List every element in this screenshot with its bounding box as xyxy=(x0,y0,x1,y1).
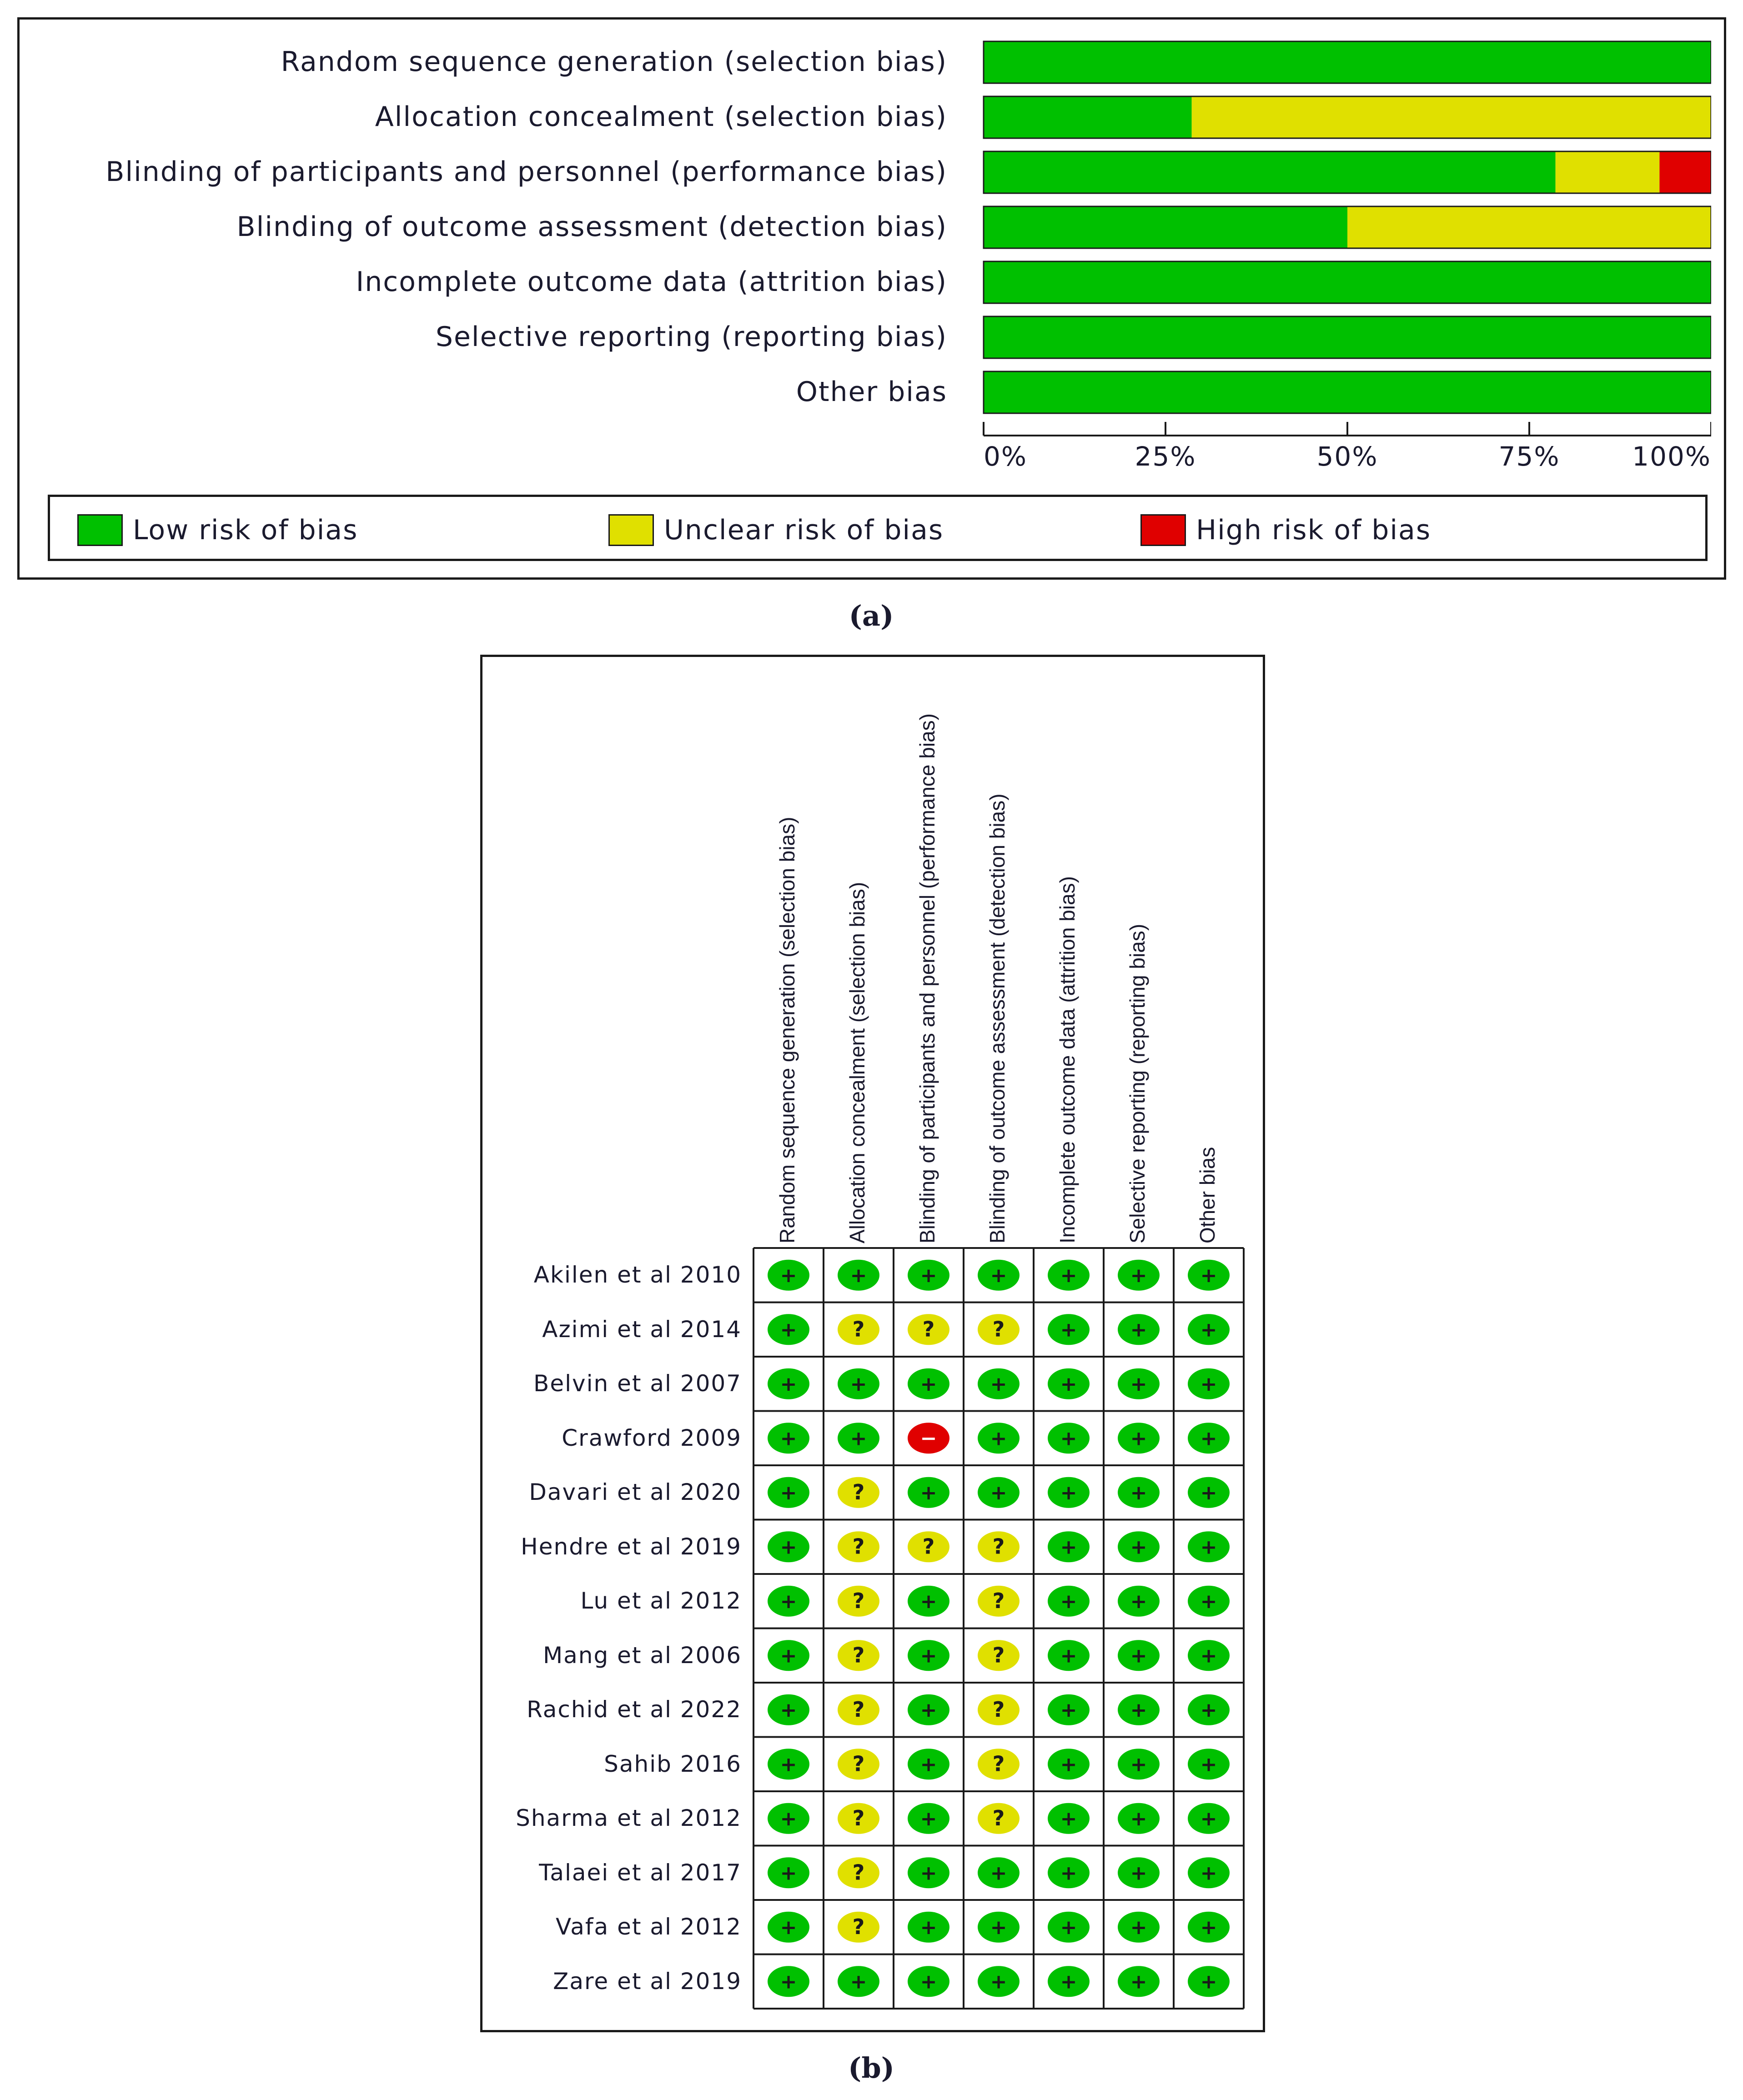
category-label-5: Incomplete outcome data (attrition bias) xyxy=(356,266,947,298)
category-label-7: Other bias xyxy=(796,376,947,408)
stacked-bar-plot xyxy=(965,20,1711,492)
study-label-8: Mang et al 2006 xyxy=(542,1642,742,1669)
caption-b xyxy=(803,2051,939,2085)
x-tick-label-5: 100% xyxy=(1632,441,1711,472)
bar-segment-low-risk-of-bias-7 xyxy=(984,371,1711,413)
rating-symbol-r6-c1: + xyxy=(780,1535,797,1559)
bar-segment-low-risk-of-bias-1 xyxy=(984,41,1711,83)
rating-symbol-r5-c5: + xyxy=(1060,1481,1077,1504)
study-label-7: Lu et al 2012 xyxy=(580,1588,742,1614)
rating-symbol-r7-c6: + xyxy=(1130,1589,1147,1613)
rating-symbol-r3-c4: + xyxy=(990,1372,1007,1396)
rating-symbol-r9-c5: + xyxy=(1060,1698,1077,1722)
rating-symbol-r7-c3: + xyxy=(920,1589,937,1613)
rating-symbol-r12-c1: + xyxy=(780,1861,797,1885)
bar-segment-unclear-risk-of-bias-2 xyxy=(1192,96,1711,138)
rating-symbol-r5-c1: + xyxy=(780,1481,797,1504)
rating-symbol-r3-c2: + xyxy=(850,1372,867,1396)
rating-symbol-r14-c5: + xyxy=(1060,1970,1077,1994)
bar-segment-high-risk-of-bias-3 xyxy=(1659,151,1711,193)
rating-symbol-r10-c3: + xyxy=(920,1753,937,1776)
rating-symbol-r3-c7: + xyxy=(1200,1372,1217,1396)
rating-symbol-r14-c1: + xyxy=(780,1970,797,1994)
rating-symbol-r2-c4: ? xyxy=(992,1317,1005,1342)
rating-symbol-r14-c7: + xyxy=(1200,1970,1217,1994)
domain-headers xyxy=(482,657,1267,1248)
rating-symbol-r12-c6: + xyxy=(1130,1861,1147,1885)
study-label-4: Crawford 2009 xyxy=(562,1424,742,1451)
bar-segment-low-risk-of-bias-6 xyxy=(984,316,1711,358)
study-label-6: Hendre et al 2019 xyxy=(521,1533,742,1560)
rating-symbol-r12-c3: + xyxy=(920,1861,937,1885)
rating-symbol-r2-c6: + xyxy=(1130,1318,1147,1342)
category-label-4: Blinding of outcome assessment (detection bias) xyxy=(236,211,947,243)
rating-symbol-r11-c7: + xyxy=(1200,1807,1217,1830)
legend-swatch-high xyxy=(1140,514,1186,546)
rating-symbol-r12-c4: + xyxy=(990,1861,1007,1885)
domain-header-3: Blinding of participants and personnel (performance bias) xyxy=(915,713,939,1243)
rating-symbol-r6-c4: ? xyxy=(992,1534,1005,1559)
rating-symbol-r1-c5: + xyxy=(1060,1263,1077,1287)
study-label-9: Rachid et al 2022 xyxy=(527,1696,742,1723)
rating-symbol-r6-c5: + xyxy=(1060,1535,1077,1559)
rating-symbol-r14-c4: + xyxy=(990,1970,1007,1994)
rating-symbol-r1-c1: + xyxy=(780,1263,797,1287)
rating-symbol-r13-c6: + xyxy=(1130,1915,1147,1939)
domain-header-2: Allocation concealment (selection bias) xyxy=(845,882,869,1243)
rating-symbol-r10-c4: ? xyxy=(992,1751,1005,1776)
category-label-3: Blinding of participants and personnel (performance bias) xyxy=(105,156,947,188)
category-label-2: Allocation concealment (selection bias) xyxy=(375,101,947,133)
rating-symbol-r8-c5: + xyxy=(1060,1644,1077,1668)
rating-symbol-r10-c7: + xyxy=(1200,1753,1217,1776)
study-label-13: Vafa et al 2012 xyxy=(555,1914,742,1940)
rating-symbol-r7-c7: + xyxy=(1200,1589,1217,1613)
caption-b-text: (b) xyxy=(848,2051,895,2085)
legend-item-unclear xyxy=(608,514,944,546)
rating-symbol-r4-c4: + xyxy=(990,1427,1007,1450)
bar-segment-unclear-risk-of-bias-4 xyxy=(1347,206,1711,248)
rating-symbol-r12-c7: + xyxy=(1200,1861,1217,1885)
rating-symbol-r6-c3: ? xyxy=(922,1534,935,1559)
risk-of-bias-graph-panel xyxy=(17,17,1726,580)
rating-symbol-r7-c5: + xyxy=(1060,1589,1077,1613)
rating-symbol-r12-c2: ? xyxy=(852,1860,865,1885)
legend-swatch-unclear xyxy=(608,514,654,546)
rating-symbol-r13-c4: + xyxy=(990,1915,1007,1939)
rating-symbol-r8-c4: ? xyxy=(992,1643,1005,1668)
rating-symbol-r5-c6: + xyxy=(1130,1481,1147,1504)
study-label-2: Azimi et al 2014 xyxy=(542,1316,742,1343)
rating-symbol-r7-c4: ? xyxy=(992,1588,1005,1613)
rating-symbol-r1-c4: + xyxy=(990,1263,1007,1287)
rating-symbol-r4-c3: − xyxy=(920,1427,937,1450)
study-label-14: Zare et al 2019 xyxy=(553,1968,742,1995)
rating-symbol-r2-c5: + xyxy=(1060,1318,1077,1342)
rating-symbol-r14-c2: + xyxy=(850,1970,867,1994)
bar-segment-low-risk-of-bias-5 xyxy=(984,261,1711,303)
rating-symbol-r8-c2: ? xyxy=(852,1643,865,1668)
rating-symbol-r11-c1: + xyxy=(780,1807,797,1830)
legend-swatch-low xyxy=(77,514,123,546)
study-label-11: Sharma et al 2012 xyxy=(516,1805,742,1831)
rating-symbol-r14-c3: + xyxy=(920,1970,937,1994)
caption-a-text: (a) xyxy=(849,599,894,632)
category-label-6: Selective reporting (reporting bias) xyxy=(435,321,947,353)
rating-symbol-r9-c2: ? xyxy=(852,1697,865,1722)
rating-symbol-r14-c6: + xyxy=(1130,1970,1147,1994)
rating-symbol-r11-c6: + xyxy=(1130,1807,1147,1830)
rating-symbol-r4-c1: + xyxy=(780,1427,797,1450)
rating-grid xyxy=(753,1247,1248,2018)
study-label-12: Talaei et al 2017 xyxy=(539,1859,742,1886)
legend-item-low xyxy=(77,514,358,546)
rating-symbol-r9-c3: + xyxy=(920,1698,937,1722)
rating-symbol-r10-c5: + xyxy=(1060,1753,1077,1776)
rating-symbol-r10-c6: + xyxy=(1130,1753,1147,1776)
rating-symbol-r1-c2: + xyxy=(850,1263,867,1287)
x-tick-label-2: 25% xyxy=(1135,441,1196,472)
rating-symbol-r11-c4: ? xyxy=(992,1805,1005,1830)
rating-symbol-r13-c7: + xyxy=(1200,1915,1217,1939)
rating-symbol-r13-c2: ? xyxy=(852,1914,865,1939)
rating-symbol-r1-c6: + xyxy=(1130,1263,1147,1287)
rating-symbol-r3-c3: + xyxy=(920,1372,937,1396)
rating-symbol-r13-c1: + xyxy=(780,1915,797,1939)
risk-of-bias-summary-panel xyxy=(480,655,1265,2032)
rating-symbol-r6-c2: ? xyxy=(852,1534,865,1559)
caption-a xyxy=(803,599,939,632)
rating-symbol-r11-c2: ? xyxy=(852,1805,865,1830)
rating-symbol-r6-c7: + xyxy=(1200,1535,1217,1559)
rating-symbol-r13-c5: + xyxy=(1060,1915,1077,1939)
legend-item-high xyxy=(1140,514,1431,546)
rating-symbol-r4-c5: + xyxy=(1060,1427,1077,1450)
rating-symbol-r13-c3: + xyxy=(920,1915,937,1939)
x-tick-label-1: 0% xyxy=(984,441,1028,472)
x-tick-label-3: 50% xyxy=(1316,441,1378,472)
rating-symbol-r11-c5: + xyxy=(1060,1807,1077,1830)
rating-symbol-r8-c6: + xyxy=(1130,1644,1147,1668)
rating-symbol-r8-c3: + xyxy=(920,1644,937,1668)
rating-symbol-r9-c7: + xyxy=(1200,1698,1217,1722)
rating-symbol-r8-c7: + xyxy=(1200,1644,1217,1668)
rating-symbol-r2-c7: + xyxy=(1200,1318,1217,1342)
study-label-3: Belvin et al 2007 xyxy=(533,1370,742,1397)
domain-header-4: Blinding of outcome assessment (detection bias) xyxy=(985,793,1009,1243)
rating-symbol-r5-c7: + xyxy=(1200,1481,1217,1504)
category-labels xyxy=(20,20,947,474)
legend-label-unclear: Unclear risk of bias xyxy=(664,514,944,546)
bar-segment-low-risk-of-bias-4 xyxy=(984,206,1347,248)
rating-symbol-r2-c1: + xyxy=(780,1318,797,1342)
legend xyxy=(48,495,1708,561)
rating-symbol-r7-c1: + xyxy=(780,1589,797,1613)
study-label-10: Sahib 2016 xyxy=(604,1750,742,1777)
rating-symbol-r8-c1: + xyxy=(780,1644,797,1668)
study-label-5: Davari et al 2020 xyxy=(529,1479,742,1505)
rating-symbol-r9-c4: ? xyxy=(992,1697,1005,1722)
rating-symbol-r9-c1: + xyxy=(780,1698,797,1722)
rating-symbol-r9-c6: + xyxy=(1130,1698,1147,1722)
rating-symbol-r11-c3: + xyxy=(920,1807,937,1830)
rating-symbol-r2-c2: ? xyxy=(852,1317,865,1342)
bar-segment-unclear-risk-of-bias-3 xyxy=(1556,151,1660,193)
study-labels xyxy=(482,1248,742,2021)
rating-symbol-r4-c7: + xyxy=(1200,1427,1217,1450)
rating-symbol-r5-c3: + xyxy=(920,1481,937,1504)
domain-header-7: Other bias xyxy=(1195,1147,1219,1243)
rating-symbol-r1-c7: + xyxy=(1200,1263,1217,1287)
category-label-1: Random sequence generation (selection bias) xyxy=(281,46,947,78)
rating-symbol-r3-c5: + xyxy=(1060,1372,1077,1396)
domain-header-1: Random sequence generation (selection bias) xyxy=(775,817,799,1243)
rating-symbol-r3-c1: + xyxy=(780,1372,797,1396)
bar-segment-low-risk-of-bias-2 xyxy=(984,96,1192,138)
rating-symbol-r10-c2: ? xyxy=(852,1751,865,1776)
rating-symbol-r10-c1: + xyxy=(780,1753,797,1776)
study-label-1: Akilen et al 2010 xyxy=(533,1262,742,1288)
legend-label-low: Low risk of bias xyxy=(133,514,358,546)
rating-symbol-r4-c2: + xyxy=(850,1427,867,1450)
bar-segment-low-risk-of-bias-3 xyxy=(984,151,1556,193)
legend-label-high: High risk of bias xyxy=(1196,514,1432,546)
rating-symbol-r7-c2: ? xyxy=(852,1588,865,1613)
rating-symbol-r6-c6: + xyxy=(1130,1535,1147,1559)
rating-symbol-r3-c6: + xyxy=(1130,1372,1147,1396)
x-tick-label-4: 75% xyxy=(1498,441,1560,472)
rating-symbol-r1-c3: + xyxy=(920,1263,937,1287)
domain-header-5: Incomplete outcome data (attrition bias) xyxy=(1055,876,1079,1243)
domain-header-6: Selective reporting (reporting bias) xyxy=(1125,923,1149,1243)
rating-symbol-r4-c6: + xyxy=(1130,1427,1147,1450)
rating-symbol-r2-c3: ? xyxy=(922,1317,935,1342)
rating-symbol-r12-c5: + xyxy=(1060,1861,1077,1885)
rating-symbol-r5-c2: ? xyxy=(852,1479,865,1504)
rating-symbol-r5-c4: + xyxy=(990,1481,1007,1504)
